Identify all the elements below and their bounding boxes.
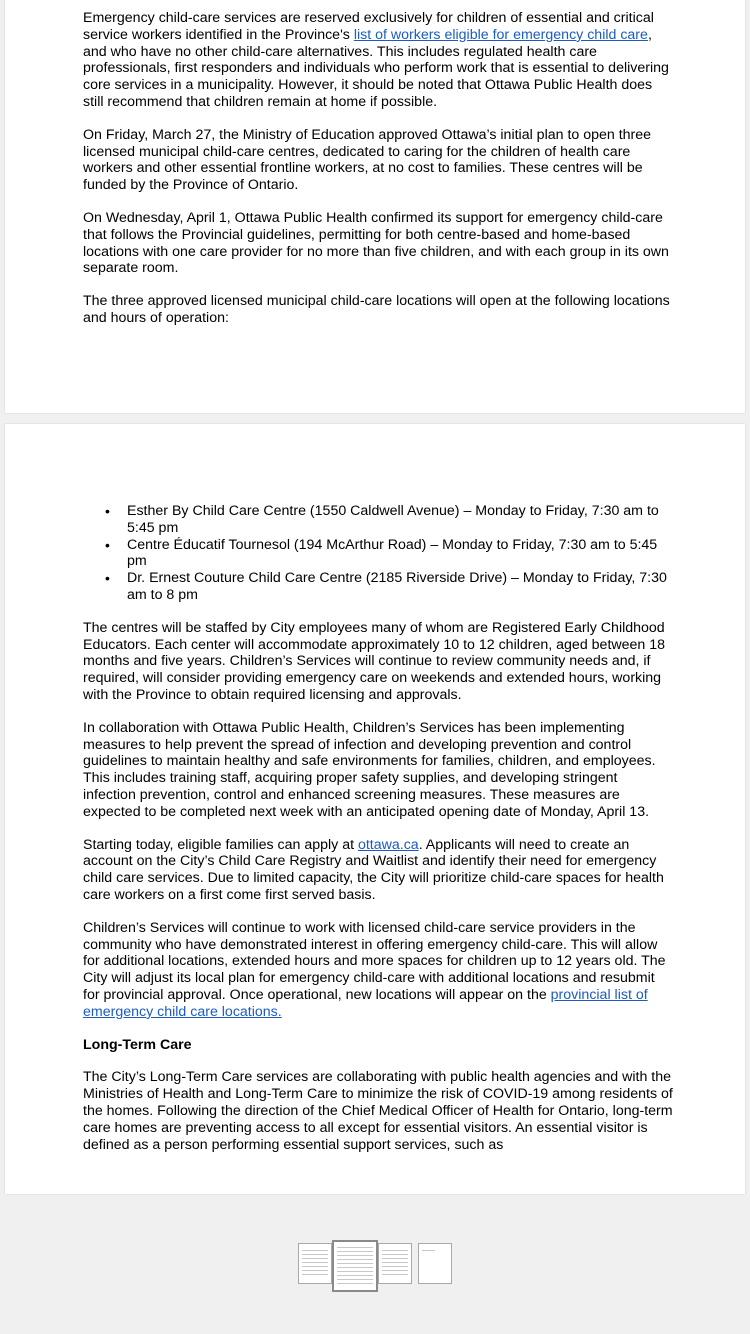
paragraph-ministry-approval: On Friday, March 27, the Ministry of Education approved Ottawa’s initial plan to open three licensed municipal child-care centres, dedicated to caring for the children of health care workers and other essential frontline workers, at no cost to families. These centres will be funded by the Province of Ontario.: [83, 126, 652, 194]
document-page-1: [5, 0, 745, 413]
list-item: • Esther By Child Care Centre (1550 Caldwell Avenue) – Monday to Friday, 7:30 am to 5:45 pm: [83, 503, 673, 537]
page-thumbnail-2[interactable]: [332, 1240, 378, 1292]
paragraph-locations-intro: The three approved licensed municipal child-care locations will open at the following locations and hours of operation:: [83, 293, 670, 326]
paragraph-public-health-support: On Wednesday, April 1, Ottawa Public Health confirmed its support for emergency child-care that follows the Provincial guidelines, permitting for both centre-based and home-based locations with one care provider for no more than five children, and with each group in its own separate room.: [83, 209, 669, 277]
ottawa-ca-link[interactable]: ottawa.ca: [357, 836, 419, 853]
paragraph-apply: Starting today, eligible families can apply at ottawa.ca. Applicants will need to create an account on the City’s Child Care Registry and Waitlist and identify their need for emergency child care services. Due to limited capacity, the City will prioritize child-care spaces for health care workers on a first come first served basis.: [83, 836, 664, 903]
provincial-list-link[interactable]: provincial list of emergency child care locations.: [83, 986, 648, 1020]
list-item: • Centre Éducatif Tournesol (194 McArthur Road) – Monday to Friday, 7:30 am to 5:45 pm: [83, 537, 673, 571]
paragraph-collaboration: In collaboration with Ottawa Public Health, Children’s Services has been implementing measures to help prevent the spread of infection and developing prevention and control guidelines to maintain healthy and safe environments for families, children, and employees. This includes training staff, acquiring proper safety supplies, and developing stringent infection prevention, control and enhanced screening measures. These measures are expected to be completed next week with an anticipated opening date of Monday, April 13.: [83, 719, 656, 820]
paragraph-long-term-care: The City’s Long-Term Care services are collaborating with public health agencies and with the Ministries of Health and Long-Term Care to minimize the risk of COVID-19 among residents of the homes. Following the direction of the Chief Medical Officer of Health for Ontario, long-term care homes are preventing access to all except for essential visitors. An essential visitor is defined as a person performing essential support services, such as: [83, 1069, 673, 1153]
page-1-content: [83, 10, 673, 343]
heading-long-term-care: Long-Term Care: [83, 1036, 192, 1053]
page-thumbnail-strip: [0, 1240, 750, 1288]
workers-eligible-link[interactable]: list of workers eligible for emergency child care: [353, 26, 648, 43]
list-item: • Dr. Ernest Couture Child Care Centre (2185 Riverside Drive) – Monday to Friday, 7:30 am to 8 pm: [83, 570, 673, 604]
document-page-2: [5, 424, 745, 1194]
page-2-content: [83, 503, 673, 1169]
location-list: [83, 503, 673, 604]
page-thumbnail-3[interactable]: [378, 1243, 412, 1284]
page-thumbnail-1[interactable]: [298, 1243, 332, 1284]
paragraph-emergency-child-care: Emergency child-care services are reserved exclusively for children of essential and critical service workers identified in the Province's list of workers eligible for emergency child care, and who have no other child-care alternatives. This includes regulated health care professionals, first responders and individuals who perform work that is essential to delivering core services in a municipality. However, it should be noted that Ottawa Public Health does still recommend that children remain at home if possible.: [83, 10, 669, 110]
paragraph-providers: Children’s Services will continue to work with licensed child-care service providers in the community who have demonstrated interest in offering emergency child-care. This will allow for additional locations, extended hours and more spaces for children up to 12 years old. The City will adjust its local plan for emergency child-care with additional locations and resubmit for provincial approval. Once operational, new locations will appear on the provincial list of emergency child care locations.: [83, 919, 666, 1020]
page-thumbnail-4[interactable]: [418, 1243, 452, 1284]
paragraph-staffing: The centres will be staffed by City employees many of whom are Registered Early Childhood Educators. Each center will accommodate approximately 10 to 12 children, aged between 18 months and five years. Children’s Services will continue to review community needs and, if required, will consider providing emergency care on weekends and extended hours, working with the Province to obtain required licensing and approvals.: [83, 619, 666, 703]
